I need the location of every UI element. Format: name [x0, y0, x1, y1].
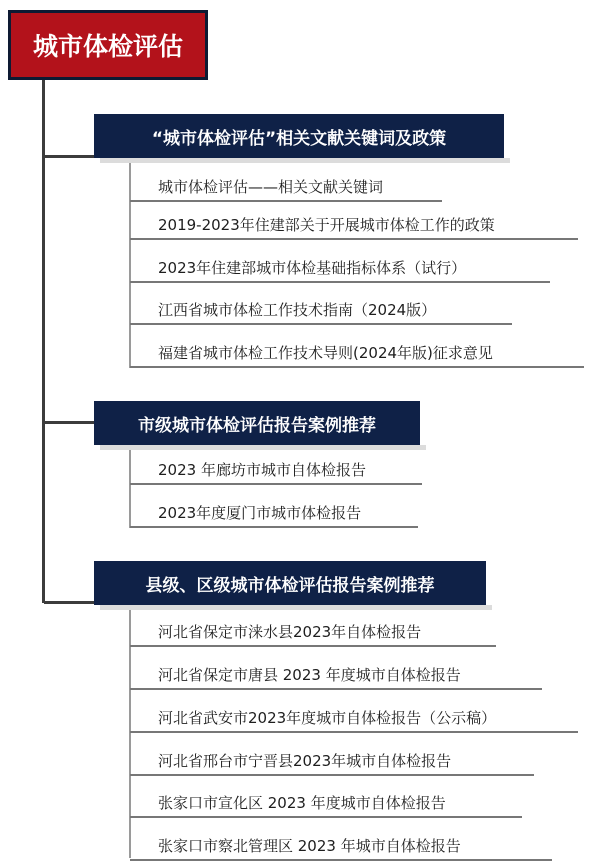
section-2-item-2: 2023年度厦门市城市体检报告 [130, 502, 418, 528]
section-3-item-5: 张家口市宣化区 2023 年度城市自体检报告 [130, 792, 522, 818]
section-2-title: 市级城市体检评估报告案例推荐 [138, 415, 376, 436]
section-3-title: 县级、区级城市体检评估报告案例推荐 [145, 575, 435, 596]
section-1-item-3: 2023年住建部城市体检基础指标体系（试行） [130, 257, 550, 283]
branch-line-3 [44, 601, 96, 604]
section-1-item-5: 福建省城市体检工作技术导则(2024年版)征求意见 [130, 342, 584, 368]
section-1-item-4: 江西省城市体检工作技术指南（2024版） [130, 299, 512, 325]
root-node [8, 10, 208, 80]
section-3-item-3: 河北省武安市2023年度城市自体检报告（公示稿） [130, 707, 578, 733]
section-1-item-1: 城市体检评估——相关文献关键词 [130, 176, 442, 202]
section-2-header [94, 401, 420, 445]
section-1-item-2: 2019-2023年住建部关于开展城市体检工作的政策 [130, 214, 578, 240]
section-1-header [94, 114, 504, 158]
section-3-header [94, 561, 486, 605]
section-3-item-1: 河北省保定市涞水县2023年自体检报告 [130, 621, 496, 647]
root-title: 城市体检评估 [32, 32, 183, 61]
branch-line-1 [44, 155, 96, 158]
section-3-item-6: 张家口市察北管理区 2023 年城市自体检报告 [130, 835, 552, 861]
section-3-item-2: 河北省保定市唐县 2023 年度城市自体检报告 [130, 664, 542, 690]
trunk-line [42, 80, 45, 603]
section-2-item-1: 2023 年廊坊市城市自体检报告 [130, 459, 422, 485]
section-3-item-4: 河北省邢台市宁晋县2023年城市自体检报告 [130, 750, 534, 776]
section-1-title: “城市体检评估”相关文献关键词及政策 [151, 128, 447, 149]
branch-line-2 [44, 421, 96, 424]
section-3-connector [129, 610, 131, 858]
